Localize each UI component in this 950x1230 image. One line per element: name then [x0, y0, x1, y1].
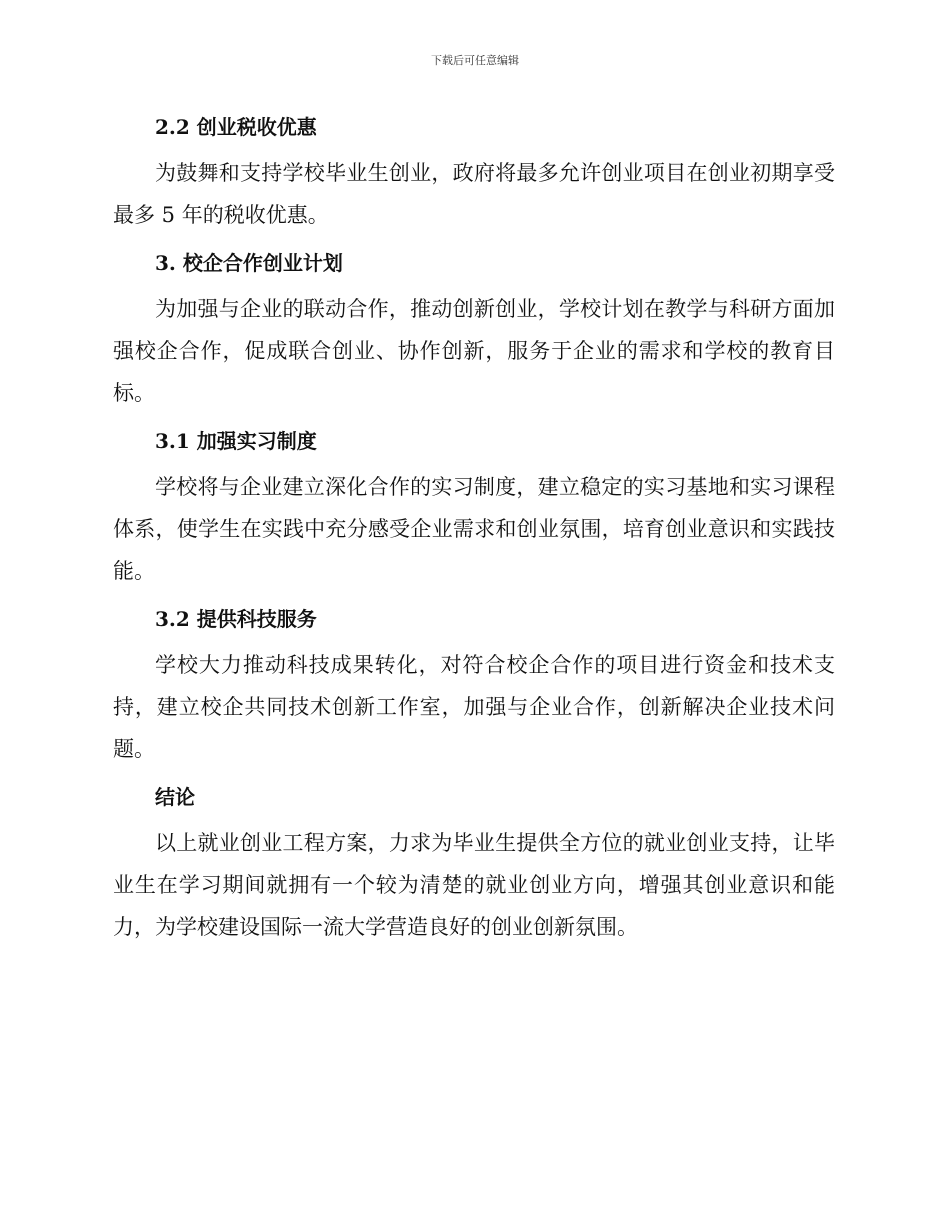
section-heading: 结论 [155, 785, 195, 809]
section-paragraph: 以上就业创业工程方案，力求为毕业生提供全方位的就业创业支持，让毕业生在学习期间就拥有一个较为清楚的就业创业方向，增强其创业意识和能力，为学校建设国际一流大学营造良好的创业创新氛围。 [113, 831, 835, 939]
section-tech-services [113, 600, 835, 770]
section-paragraph: 学校将与企业建立深化合作的实习制度，建立稳定的实习基地和实习课程体系，使学生在实践中充分感受企业需求和创业氛围，培育创业意识和实践技能。 [113, 475, 835, 583]
section-paragraph: 学校大力推动科技成果转化，对符合校企合作的项目进行资金和技术支持，建立校企共同技术创新工作室，加强与企业合作，创新解决企业技术问题。 [113, 653, 835, 761]
page-header: 下载后可任意编辑 [431, 54, 519, 67]
section-school-enterprise-plan [113, 244, 835, 414]
section-paragraph: 为加强与企业的联动合作，推动创新创业，学校计划在教学与科研方面加强校企合作，促成联合创业、协作创新，服务于企业的需求和学校的教育目标。 [113, 297, 835, 405]
section-tax-incentive [113, 108, 835, 236]
section-heading: 3.2 提供科技服务 [155, 607, 317, 631]
section-heading: 2.2 创业税收优惠 [155, 115, 317, 139]
section-heading: 3. 校企合作创业计划 [155, 251, 343, 275]
document-body [113, 108, 835, 956]
section-paragraph: 为鼓舞和支持学校毕业生创业，政府将最多允许创业项目在创业初期享受最多 5 年的税收优惠。 [113, 161, 835, 227]
section-heading: 3.1 加强实习制度 [155, 429, 317, 453]
section-conclusion [113, 778, 835, 948]
section-internship [113, 422, 835, 592]
